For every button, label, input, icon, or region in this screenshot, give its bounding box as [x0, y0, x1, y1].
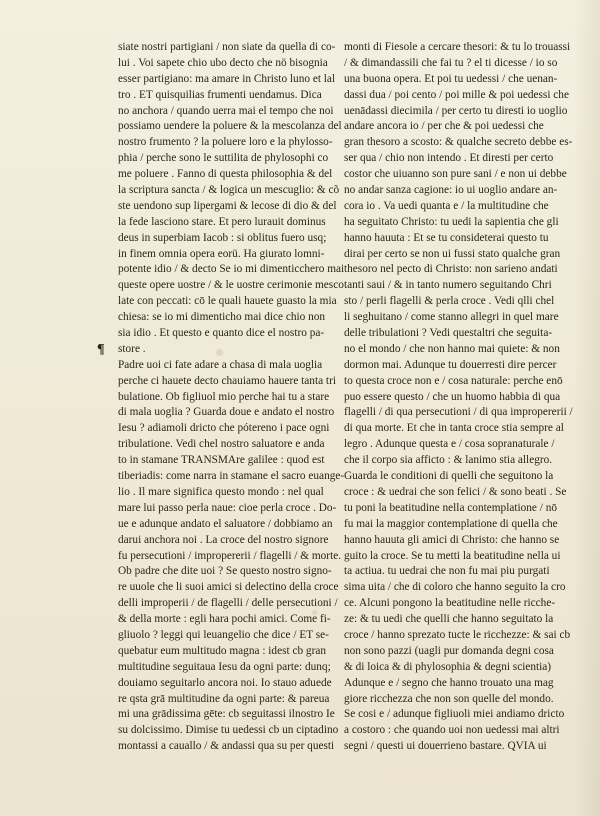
- text-line: di mala uoglia ? Guarda doue e andato el nostro: [118, 406, 335, 419]
- text-line: sia idio . Et questo e quanto dice el nostro pa-: [118, 327, 325, 340]
- text-line: possiamo uendere la poluere & la mescolanza del: [118, 120, 342, 133]
- text-line: no andar sanza cagione: io ui uoglio andare an-: [344, 184, 558, 197]
- text-line: puo essere questo / che un huomo habbia di qua: [344, 390, 561, 403]
- text-line: tu poni la beatitudine nella contemplatione / nō: [344, 501, 558, 514]
- text-line: perche ci hauete decto chauiamo hauere tanta tri: [118, 374, 336, 387]
- text-line: mi una grādissima gēte: cb seguitassi ilnostro Ie: [118, 708, 335, 721]
- right-text-column: [344, 40, 582, 755]
- text-line: delle tribulationi ? Vedi questaltri che seguita-: [344, 327, 553, 340]
- text-line: uenādassi diecimila / per certo tu diresti io uoglio: [344, 104, 568, 117]
- text-line: to in stamane TRANSMAre galilee : quod est: [118, 454, 325, 467]
- text-line: delli improperii / de flagelli / delle persecutioni /: [118, 597, 338, 610]
- text-line: tiberiadis: come narra in stamane el sacro euange-: [118, 470, 345, 483]
- text-line: monti di Fiesole a cercare thesori: & tu lo trouassi: [344, 41, 571, 53]
- text-line: phia / perche sono le suttilita de phylosophi co: [118, 152, 329, 165]
- text-line: & di loica & di phylosophia & degni scientia): [344, 660, 552, 673]
- text-line: ta actiua. tu uedrai che non fu mai piu purgati: [344, 565, 550, 578]
- text-line: no el mondo / che non hanno mai quiete: & non: [344, 342, 560, 355]
- text-line: gliuolo ? leggi qui leuangelio che dice / ET se-: [118, 628, 329, 641]
- text-line: croce / hanno sprezato tucte le ricchezze: & sai cb: [344, 628, 571, 641]
- text-line: late con peccati: cō le quali hauete guasto la mia: [118, 295, 337, 308]
- left-text-column: [118, 40, 356, 755]
- text-line: & della morte : egli hara pochi amici. Come fi-: [118, 613, 331, 626]
- text-line: costor che uiuanno son pure sani / e non ui debbe: [344, 168, 567, 181]
- text-line: cora io . Va uedi quanta e / la multitudine che: [344, 199, 549, 212]
- text-line: multitudine seguitaua Iesu da ogni parte: dunq;: [118, 660, 331, 673]
- text-line: fu persecutioni / impropererii / flagelli / & morte.: [118, 549, 342, 562]
- text-line: store .: [118, 342, 146, 355]
- text-line: la fede lasciono stare. Et pero lurauit dominus: [118, 215, 326, 228]
- text-line: hanno hauuta : Et se tu consideterai questo tu: [344, 231, 549, 244]
- text-line: me poluere . Fanno di questa philosophia & del: [118, 168, 333, 181]
- text-line: tribulatione. Vedi chel nostro saluatore e anda: [118, 438, 325, 451]
- text-line: hanno hauuta gli amici di Christo: che hanno se: [344, 533, 560, 546]
- text-line: in finem omnia opera eorü. Ha giurato lomni-: [118, 247, 325, 260]
- text-line: dassi dua / poi cento / poi mille & poi uedessi che: [344, 88, 569, 101]
- text-line: Guarda le conditioni di quelli che seguitono la: [344, 470, 554, 483]
- text-line: / & dimandassili che fai tu ? el ti dicesse / io so: [344, 56, 558, 69]
- text-line: che il corpo sia afficto : & lanimo stia allegro.: [344, 454, 553, 467]
- text-line: lui . Voi sapete chio ubo decto che nö bisognia: [118, 56, 328, 69]
- text-line: Ob padre che dite uoi ? Se questo nostro signo-: [118, 565, 332, 578]
- text-line: su dolcissimo. Dimise tu uedessi cb un ciptadino: [118, 724, 339, 737]
- text-line: no anchora / quando uerra mai el tempo che noi: [118, 104, 334, 117]
- text-line: fu mai la maggior contemplatione di quella che: [344, 517, 558, 530]
- text-line: to questa croce non e / cosa naturale: perche enō: [344, 374, 563, 387]
- text-line: ser qua / chio non intendo . Et diresti per certo: [344, 152, 554, 165]
- text-line: Padre uoi ci fate adare a chasa di mala uoglia: [118, 358, 323, 371]
- text-line: re qsta grā multitudine da ogni parte: & pareua: [118, 692, 330, 705]
- text-line: bulatione. Ob figliuol mio perche hai tu a stare: [118, 390, 330, 403]
- text-line: una buona opera. Et poi tu uedessi / che uenan-: [344, 72, 558, 85]
- text-line: douiamo seguitarlo ancora noi. Io stauo aduede: [118, 676, 332, 689]
- text-line: sima uita / che di coloro che hanno seguito la cro: [344, 581, 566, 594]
- text-line: andare ancora io / per che & poi uedessi che: [344, 120, 544, 133]
- text-line: siate nostri partigiani / non siate da quella di co-: [118, 41, 336, 53]
- text-line: re uuole che li suoi amici si delectino della croce: [118, 581, 339, 594]
- text-line: guito la croce. Se tu metti la beatitudine nella ui: [344, 549, 561, 562]
- text-line: quebatur eum multitudo magna : idest cb gran: [118, 644, 326, 657]
- text-line: dirai per certo se non ui fussi stato qualche gran: [344, 247, 561, 260]
- text-line: legro . Adunque questa e / cosa sopranaturale /: [344, 438, 555, 451]
- text-line: ce. Alcuni pongono la beatitudine nelle ricche-: [344, 597, 556, 610]
- text-line: lio . Il mare significa questo mondo : nel qual: [118, 485, 324, 498]
- text-line: li seghuitano / come stanno allegri in quel mare: [344, 311, 559, 324]
- text-line: ze: & tu uedi che quelli che hanno seguitato la: [344, 613, 554, 626]
- text-line: sto / perli flagelli & perla croce . Vedi qlli chel: [344, 295, 555, 308]
- text-line: Adunque e / segno che hanno trouato una mag: [344, 676, 554, 689]
- text-line: chiesa: se io mi dimenticho mai dice chio non: [118, 311, 326, 324]
- text-line: tanti saui / & in tanto numero seguitando Chri: [344, 279, 552, 292]
- text-line: deus in superbiam Iacob : si oblitus fuero usq;: [118, 231, 327, 244]
- text-line: Iesu ? adiamoli dricto che pótereno i pace ogni: [118, 422, 330, 435]
- text-line: Se cosi e / adunque figliuoli miei andiamo dricto: [344, 708, 565, 721]
- text-line: di qua morte. Et che in tanta croce stia sempre al: [344, 422, 564, 435]
- text-line: ue e adunque andato el saluatore / dobbiamo an: [118, 517, 333, 530]
- text-line: croce : & uedrai che son felici / & sono beati . Se: [344, 485, 567, 498]
- text-line: a costoro : che quando uoi non uedessi mai altri: [344, 724, 560, 737]
- paragraph-mark: ¶: [97, 342, 105, 357]
- text-line: thesoro nel pecto di Christo: non sarieno andati: [344, 263, 558, 276]
- text-line: ha seguitato Christo: tu uedi la sapientia che gli: [344, 215, 559, 228]
- text-line: potente idio / & decto Se io mi dimenticchero mai: [118, 263, 345, 276]
- text-line: segni / questi ui douerrieno bastare. QVIA ui: [344, 740, 547, 753]
- text-line: tro . ET quisquilias frumenti uendamus. Dica: [118, 88, 322, 101]
- text-line: gran thesoro a scosto: & qualche secreto debbe es-: [344, 136, 573, 149]
- text-line: queste opere uostre / & le uostre cerimonie mesco: [118, 279, 344, 292]
- text-line: non sono pazzi (uagli pur domanda degni cosa: [344, 644, 554, 657]
- text-line: esser partigiano: ma amare in Christo luno et lal: [118, 72, 336, 85]
- text-line: flagelli / di qua persecutioni / di qua impropererii /: [344, 406, 573, 419]
- text-line: nostro frumento ? la poluere loro e la phylosso-: [118, 136, 333, 149]
- text-line: ste uendono sup lipergami & lecose di dio & del: [118, 199, 337, 212]
- text-line: mare lui passo perla naue: cioe perla croce . Do-: [118, 501, 337, 514]
- text-line: dormon mai. Adunque tu douerresti dire percer: [344, 358, 557, 371]
- text-line: giore ricchezza che non son quelle del mondo.: [344, 692, 554, 705]
- text-line: montassi a cauallo / & andassi qua su per questi: [118, 740, 335, 753]
- text-line: la scriptura sancta / & logica un mescuglio: & cõ: [118, 184, 340, 197]
- text-line: darui anchora noi . La croce del nostro signore: [118, 533, 329, 546]
